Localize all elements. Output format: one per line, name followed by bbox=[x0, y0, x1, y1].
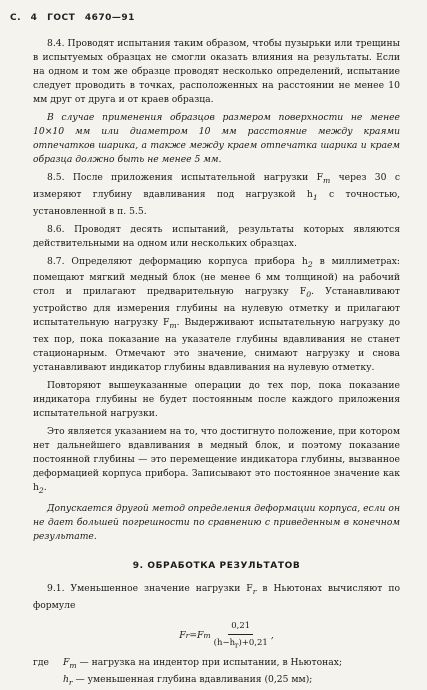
section-title: 9. ОБРАБОТКА РЕЗУЛЬТАТОВ bbox=[132, 560, 301, 571]
paragraph-8-6: 8.6. Проводят десять испытаний, результаты которых являются действительными на одном или нескольких образцах. bbox=[33, 223, 400, 249]
paragraph-8-5: 8.5. После приложения испытательной нагрузки $F_m$ через 30 с измеряют глубину вдавливания под нагрузкой $h_1$ с точностью, установленной в п. 5.5. bbox=[33, 172, 400, 217]
definition-fm: где $F_m$ — нагрузка на индентор при испытании, в Ньютонах; bbox=[33, 657, 343, 671]
formula-definitions bbox=[33, 656, 400, 690]
page-letter: С. bbox=[10, 13, 22, 23]
formula-fraction bbox=[214, 619, 268, 653]
definition-hr: $h_r$ — уменьшенная глубина вдавливания (0,25 мм); bbox=[63, 674, 313, 688]
body-text bbox=[33, 37, 400, 690]
standard-code: 4670—91 bbox=[84, 13, 135, 23]
page-number: 4 bbox=[30, 13, 38, 23]
paragraph-alt-method: Допускается другой метод определения деформации корпуса, если он не дает большей погрешности по сравнению с приведенным в конечном результате. bbox=[33, 502, 400, 542]
page-header bbox=[10, 13, 141, 23]
paragraph-8-7: 8.7. Определяют деформацию корпуса прибора $h_2$ в миллиметрах: помещают мягкий медный блок (не менее 6 мм толщиной) на рабочий стол и прилагают предварительную нагрузку $F_0$. Устанавливают устройство для измерения глубины на нулевую отметку и прилагают испытательную нагрузку $F_m$. Выдерживают испытательную нагрузку до тех пор, пока показание на указателе глубины вдавливания не станет стационарным. Отмечают это значение, снимают нагрузку и снова устанавливают индикатор глубины вдавливания на нулевую отметку. bbox=[33, 255, 401, 374]
formula-denominator: $(h-h_r)+0,21$ bbox=[213, 637, 268, 650]
paragraph-9-1: 9.1. Уменьшенное значение нагрузки $F_r$ в Ньютонах вычисляют по формуле bbox=[33, 582, 400, 611]
paragraph-constant-depth: Это является указанием на то, что достигнуто положение, при котором нет дальнейшего вдавливания в медный блок, и поэтому показание постоянной глубины — это перемещение индикатора глубины, вызванное деформацией корпуса прибора. Записывают это постоянное значение как $h_2$. bbox=[33, 426, 400, 495]
formula-reduced-load: F r = F m $\frac{0,21}{(h-h_r)+0,21}$ , bbox=[53, 619, 400, 653]
paragraph-8-4: 8.4. Проводят испытания таким образом, чтобы пузырьки или трещины в испытуемых образцах не смогли оказать влияния на результаты. Если на одном и том же образце проводят несколько определений, испытание следует проводить в точках, расположенных на расстоянии не менее 10 мм друг от друга и от краев образца. bbox=[33, 38, 400, 105]
standard-label: ГОСТ bbox=[47, 13, 76, 23]
paragraph-repeat: Повторяют вышеуказанные операции до тех пор, пока показание индикатора глубины не будет постоянным после каждого приложения испытательной нагрузки. bbox=[33, 380, 400, 420]
formula-numerator: 0,21 bbox=[228, 619, 253, 635]
paragraph-note-specimen-size: В случае применения образцов размером поверхности не менее 10×10 мм или диаметром 10 мм расстояние между краями отпечатков шарика, а также между краем отпечатка шарика и краем образца должно быть не менее 5 мм. bbox=[33, 112, 400, 165]
